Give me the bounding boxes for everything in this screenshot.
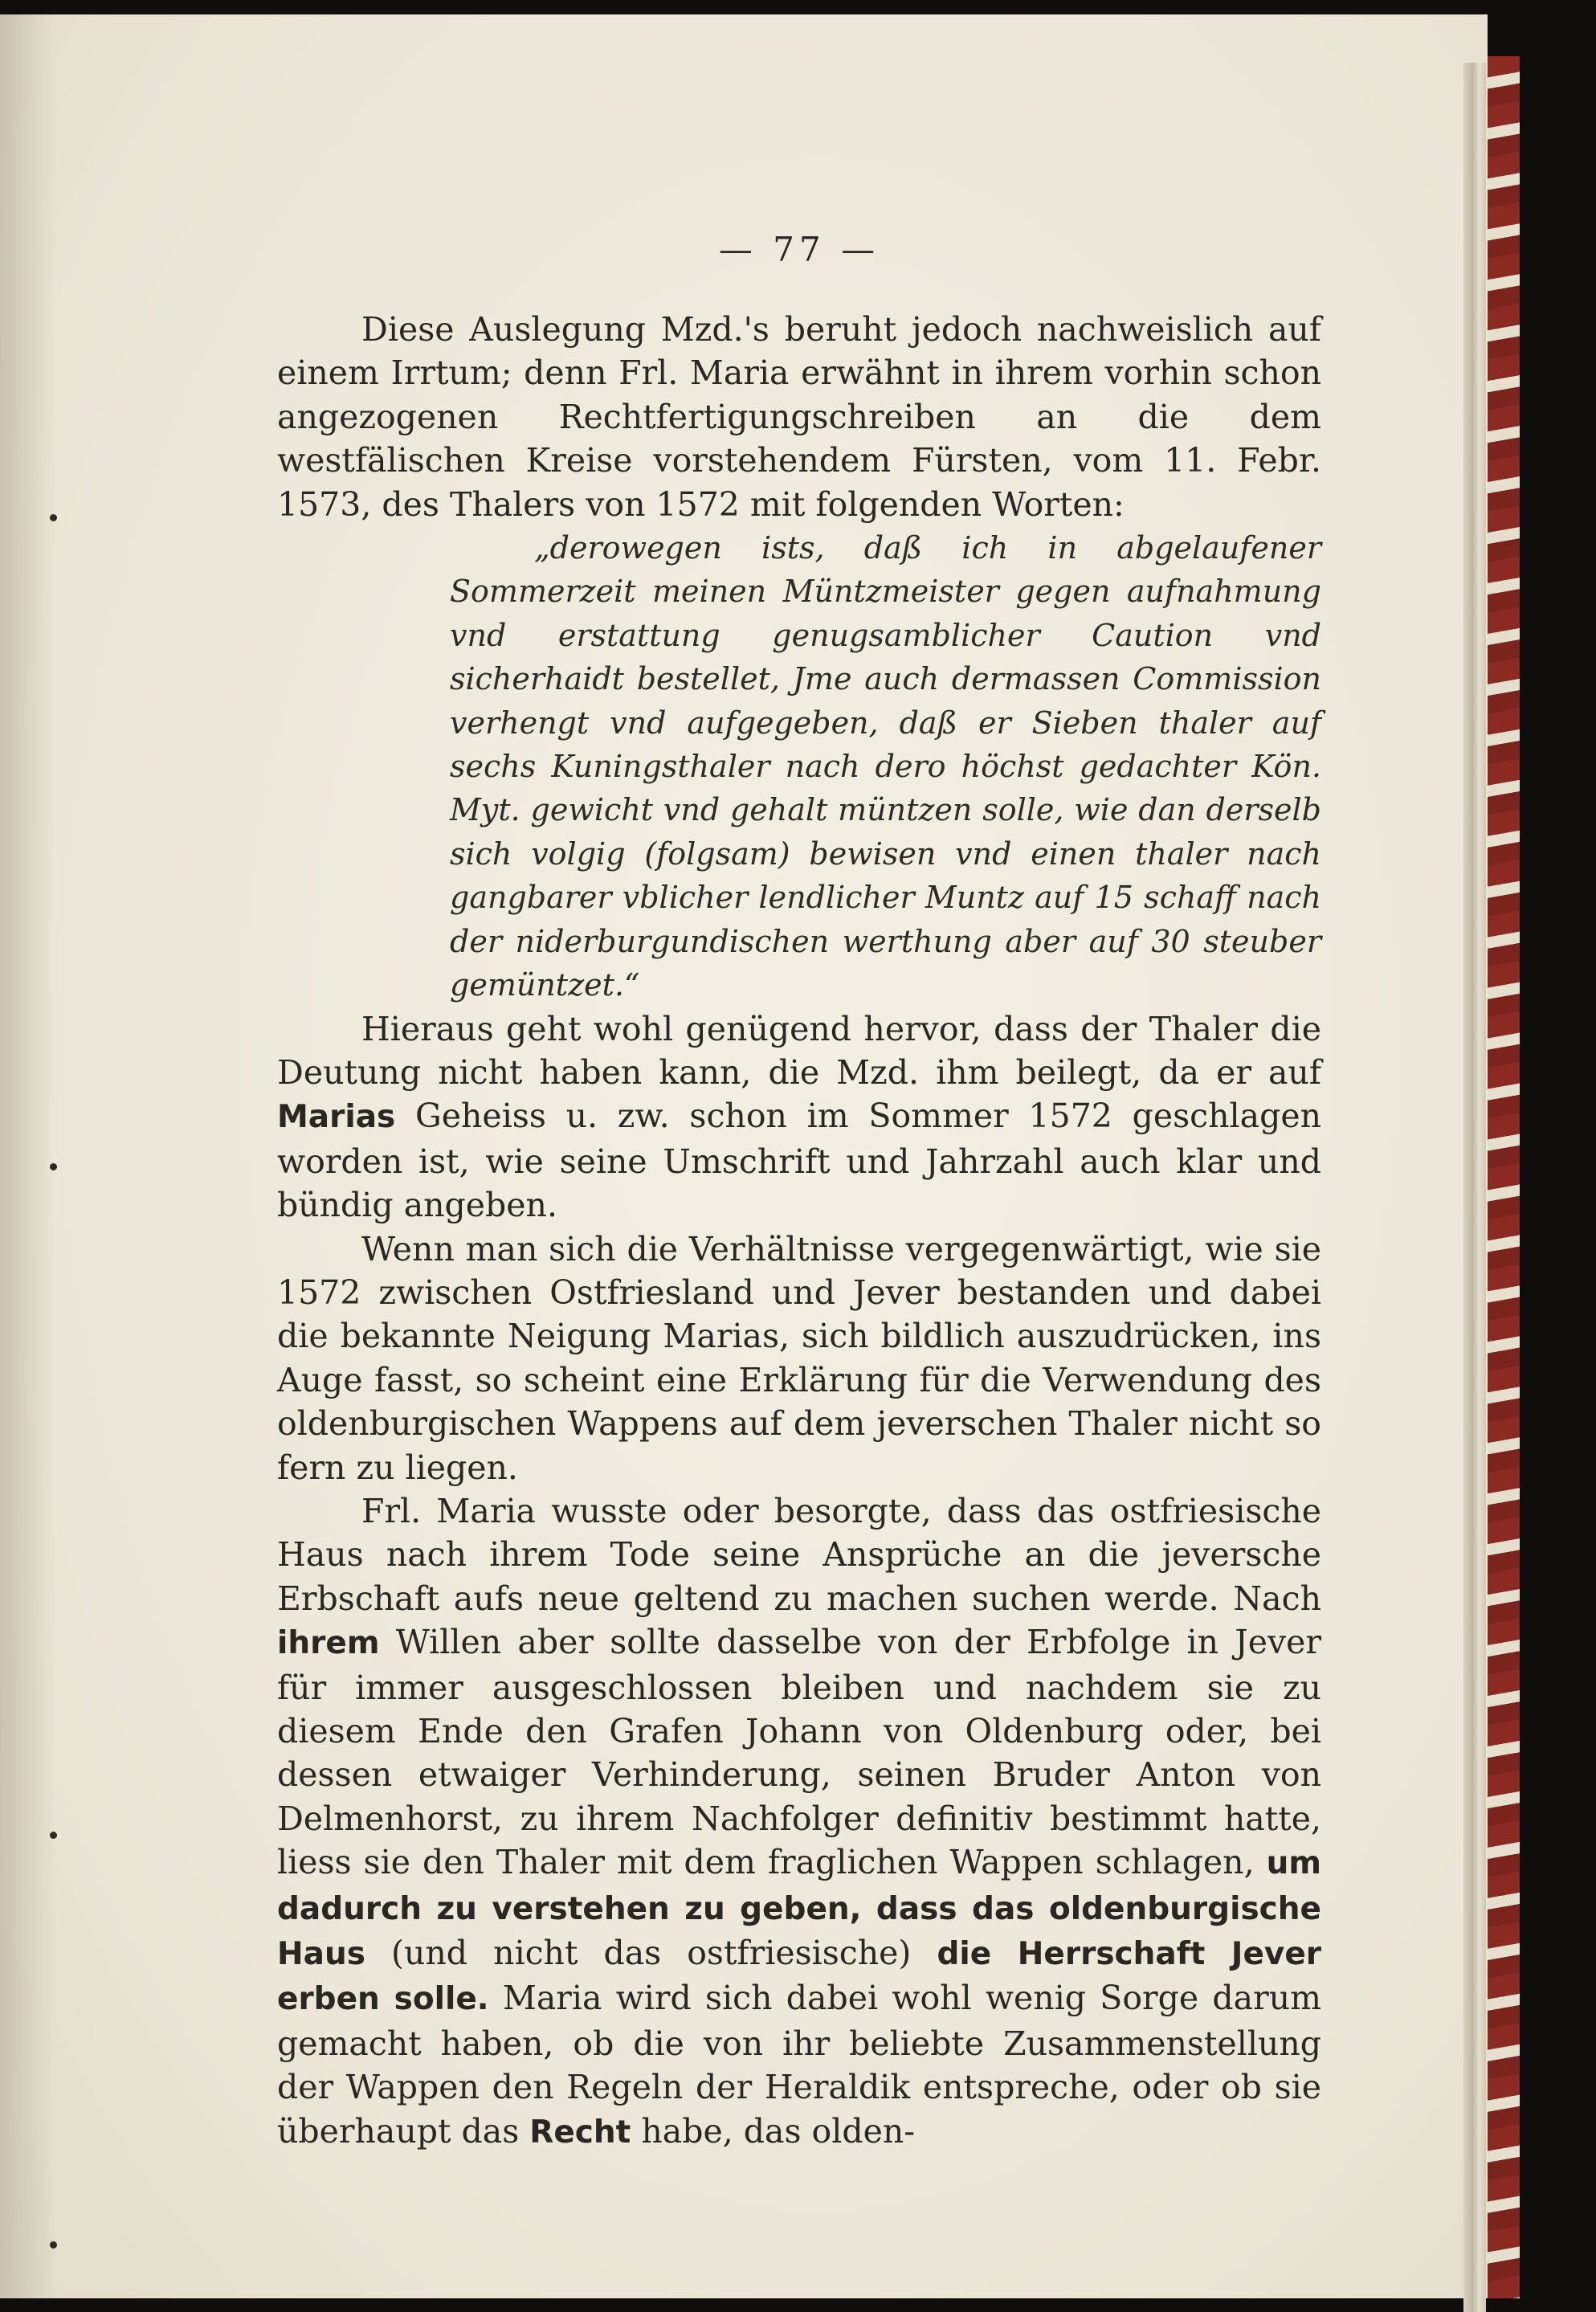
emphasis: ihrem <box>277 1625 380 1662</box>
text-run: habe, das olden- <box>631 2111 916 2151</box>
paragraph: Diese Auslegung Mzd.'s beruht jedoch nachweislich auf einem Irrtum; denn Frl. Maria erwähnt in ihrem vorhin schon angezogenen Rechtfertigungschreiben an die dem westfälischen Kreise vorstehendem Fürsten, vom 11. Febr. 1573, des Thalers von 1572 mit folgenden Worten: <box>277 310 1321 524</box>
margin-mark <box>50 1163 57 1170</box>
body-text <box>277 308 1321 2155</box>
margin-mark <box>50 2241 57 2249</box>
margin-mark <box>50 514 57 521</box>
paragraph <box>277 1489 1321 2155</box>
text-run: Maria wird sich dabei wohl wenig Sorge darum gemacht haben, ob die von ihr beliebte Zusammenstellung der Wappen den Regeln der Heraldik entspreche, oder ob sie überhaupt das <box>277 1979 1321 2151</box>
paragraph <box>277 1007 1321 1227</box>
paragraph: Wenn man sich die Verhältnisse vergegenwärtigt, wie sie 1572 zwischen Ostfriesland und Jever bestanden und dabei die bekannte Neigung Marias, sich bildlich auszudrücken, ins Auge fasst, so scheint eine Erklärung für die Verwendung des oldenburgischen Wappens auf dem jeverschen Thaler nicht so fern zu liegen. <box>277 1229 1321 1487</box>
text-run: Hieraus geht wohl genügend hervor, dass der Thaler die Deutung nicht haben kann, die Mzd. ihm beilegt, da er auf <box>277 1009 1321 1092</box>
emphasis: um dadurch zu verstehen zu geben, dass das oldenburgische Haus <box>277 1845 1321 1973</box>
page-number: — 77 — <box>718 230 880 269</box>
emphasis: Marias <box>277 1099 396 1136</box>
text-run: Geheiss u. zw. schon im Sommer 1572 geschlagen worden ist, wie seine Umschrift und Jahrzahl auch klar und bündig angeben. <box>277 1097 1321 1225</box>
emphasis: Recht <box>529 2114 631 2151</box>
book-page <box>0 14 1488 2298</box>
book-spine <box>1463 63 1486 2312</box>
quotation: „derowegen ists, daß ich in abgelaufener Sommerzeit meinen Müntzmeister gegen aufnahmung vnd erstattung genugsamblicher Caution vnd sicherhaidt bestellet, Jme auch dermassen Commission verhengt vnd aufgegeben, daß er Sieben thaler auf sechs Kuningsthaler nach dero höchst gedachter Kön. Myt. gewicht vnd gehalt müntzen solle, wie dan derselb sich volgig (folgsam) bewisen vnd einen thaler nach gangbarer vblicher lendlicher Muntz auf 15 schaff nach der niderburgundischen werthung aber auf 30 steuber gemüntzet.“ <box>450 530 1321 1003</box>
text-run: Frl. Maria wusste oder besorgte, dass das ostfriesische Haus nach ihrem Tode seine Ansprüche an die jeversche Erbschaft aufs neue geltend zu machen suchen werde. Nach <box>277 1491 1321 1618</box>
emphasis: die Herrschaft Jever erben solle. <box>277 1936 1322 2018</box>
gutter-shadow <box>0 14 56 2298</box>
page-edge-decoration <box>1488 56 1520 2298</box>
margin-mark <box>50 1832 57 1839</box>
text-run: Willen aber sollte dasselbe von der Erbfolge in Jever für immer ausgeschlossen bleiben und nachdem sie zu diesem Ende den Grafen Johann von Oldenburg oder, bei dessen etwaiger Verhinderung, seinen Bruder Anton von Delmenhorst, zu ihrem Nachfolger definitiv bestimmt hatte, liess sie den Thaler mit dem fraglichen Wappen schlagen, <box>277 1623 1321 1882</box>
text-run: (und nicht das ostfriesische) <box>365 1934 937 1973</box>
